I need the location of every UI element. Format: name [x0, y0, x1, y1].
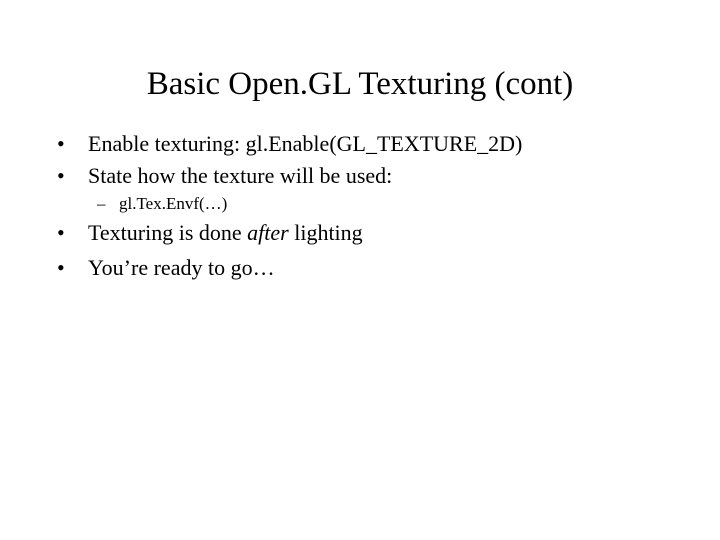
sub-bullet-texenvf	[97, 192, 597, 216]
bullet-state-texture-usage	[57, 161, 677, 191]
bullet-text: State how the texture will be used:	[88, 163, 393, 188]
bullet-dot-icon: •	[57, 163, 65, 188]
bullet-text-prefix: Texturing is done	[88, 220, 248, 245]
bullet-text: Enable texturing: gl.Enable(GL_TEXTURE_2D)	[88, 131, 523, 156]
sub-bullet-dash-icon: –	[97, 194, 106, 213]
bullet-text: You’re ready to go…	[88, 255, 275, 280]
bullet-ready-to-go	[57, 253, 677, 283]
sub-bullet-text: gl.Tex.Envf(…)	[119, 194, 228, 213]
bullet-text-suffix: lighting	[288, 220, 363, 245]
bullet-text-emphasis: after	[247, 220, 289, 245]
bullet-dot-icon: •	[57, 220, 65, 245]
bullet-texturing-after-lighting	[57, 218, 677, 248]
slide-title: Basic Open.GL Texturing (cont)	[146, 66, 574, 102]
bullet-dot-icon: •	[57, 255, 65, 280]
bullet-dot-icon: •	[57, 131, 65, 156]
bullet-enable-texturing	[57, 129, 677, 159]
bullet-text	[88, 218, 363, 248]
